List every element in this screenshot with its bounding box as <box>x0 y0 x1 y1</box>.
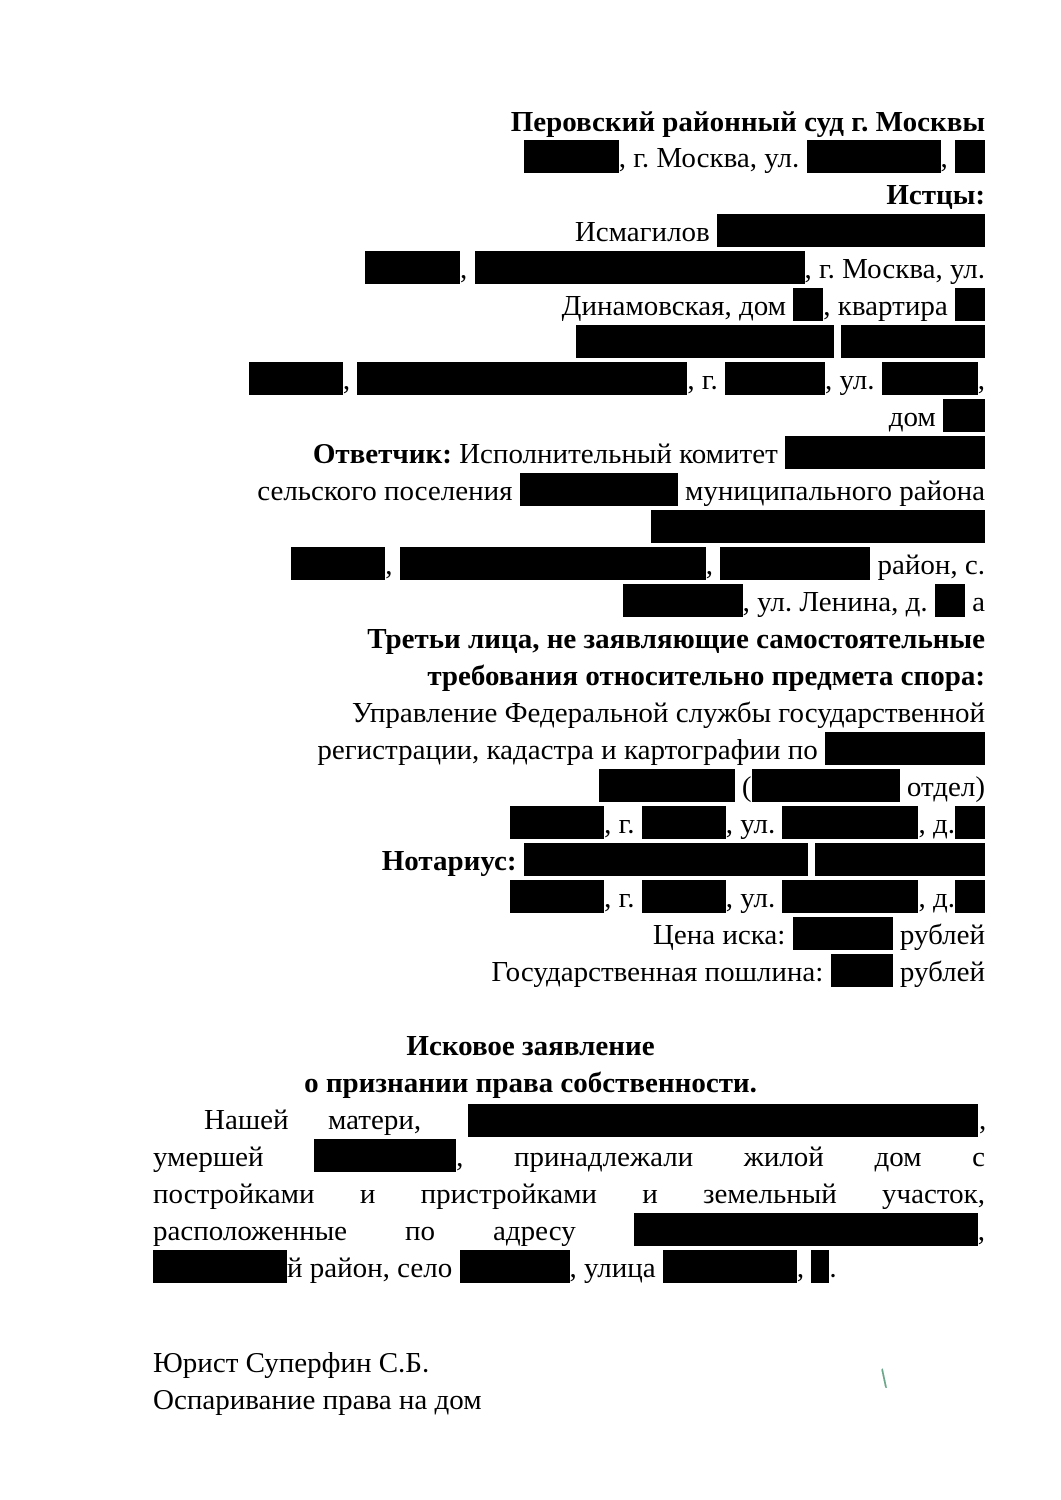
document-title <box>0 1028 1061 1065</box>
redaction <box>782 806 918 839</box>
claim-price-unit: рублей <box>899 919 985 951</box>
footer-topic-text: Оспаривание права на дом <box>153 1384 482 1416</box>
defendant-line2 <box>0 473 1061 510</box>
body-word: пристройками <box>420 1178 597 1210</box>
third-party1-address <box>0 806 1061 843</box>
duty-label: Государственная пошлина: <box>491 956 824 988</box>
tp-city: , г. <box>604 808 635 840</box>
court-address <box>0 140 1061 177</box>
title-line2: о признании права собственности. <box>304 1067 757 1099</box>
body-district: й район, село <box>287 1252 453 1284</box>
plaintiff2-name <box>0 325 1061 362</box>
p2-house: дом <box>888 401 936 433</box>
body-street: , улица <box>569 1252 656 1284</box>
body-punct: , <box>979 1104 987 1136</box>
redaction <box>357 362 687 395</box>
body-line-2 <box>153 1139 985 1176</box>
third-party1-line1: Управление Федеральной службы государственной <box>351 697 985 729</box>
body-word: земельный <box>702 1178 837 1210</box>
redaction <box>510 880 604 913</box>
redaction <box>807 140 941 173</box>
tp-dept: отдел) <box>906 771 985 803</box>
plaintiff2-house <box>0 399 1061 436</box>
redaction <box>782 880 918 913</box>
def-sep1: , <box>385 549 393 581</box>
defendant-line2b: муниципального района <box>685 475 985 507</box>
redaction <box>460 1250 570 1283</box>
plaintiff1-name <box>0 214 1061 251</box>
body-punct: . <box>829 1252 837 1284</box>
redaction <box>825 732 985 765</box>
redaction <box>725 362 825 395</box>
redaction <box>475 251 805 284</box>
redaction <box>520 473 678 506</box>
def-letter: а <box>972 586 985 618</box>
court-address-end: , <box>940 142 948 174</box>
redaction <box>510 806 604 839</box>
tp-paren: ( <box>741 771 752 803</box>
body-word: матери, <box>328 1104 422 1136</box>
n-city: , г. <box>604 882 635 914</box>
body-word: Нашей <box>204 1104 289 1136</box>
plaintiff1-address-2 <box>0 288 1061 325</box>
defendant-line2a: сельского поселения <box>257 475 513 507</box>
body-word: участок, <box>882 1178 985 1210</box>
notary <box>0 843 1061 880</box>
body-word: с <box>972 1141 985 1173</box>
redaction <box>935 584 965 617</box>
body-word: постройками <box>153 1178 315 1210</box>
redaction <box>882 362 978 395</box>
third-parties-line2: требования относительно предмета спора: <box>427 660 985 692</box>
p1-city: , г. Москва, ул. <box>804 253 985 285</box>
document-subtitle <box>0 1065 1061 1102</box>
p1-sep: , <box>460 253 468 285</box>
n-house: , д. <box>918 882 955 914</box>
redaction <box>955 880 985 913</box>
court-name <box>0 104 1061 141</box>
redaction <box>717 214 985 247</box>
body-word: жилой <box>743 1141 824 1173</box>
p1-apt: , квартира <box>823 290 948 322</box>
redaction <box>365 251 460 284</box>
body-redacted-date <box>314 1139 463 1176</box>
body-line-3 <box>153 1176 985 1213</box>
body-word: по <box>405 1215 436 1247</box>
third-party1 <box>0 695 1061 732</box>
title-line1: Исковое заявление <box>406 1030 655 1062</box>
redaction <box>811 1250 829 1283</box>
redaction <box>793 917 893 950</box>
third-parties-heading-2 <box>0 658 1061 695</box>
def-district: район, с. <box>877 549 985 581</box>
state-duty <box>0 954 1061 991</box>
body-line-1 <box>0 1102 1061 1139</box>
body-punct: , <box>456 1141 464 1173</box>
plaintiffs-label-text: Истцы: <box>886 179 985 211</box>
redaction <box>841 325 985 358</box>
redaction <box>752 769 900 802</box>
redaction <box>468 1104 978 1137</box>
plaintiff1-name-text: Исмагилов <box>574 216 710 248</box>
defendant <box>0 436 1061 473</box>
def-sep2: , <box>705 549 713 581</box>
notary-address <box>0 880 1061 917</box>
redaction <box>831 954 893 987</box>
body-word: расположенные <box>153 1215 348 1247</box>
tp-house: , д. <box>918 808 955 840</box>
redaction <box>642 806 726 839</box>
p2-street: , ул. <box>825 364 875 396</box>
redaction <box>793 288 823 321</box>
plaintiff1-address <box>0 251 1061 288</box>
defendant-label: Ответчик: <box>312 438 452 470</box>
redaction <box>955 288 985 321</box>
redaction <box>634 1213 978 1246</box>
third-party1-line2 <box>0 732 1061 769</box>
defendant-line3 <box>0 510 1061 547</box>
body-line-4 <box>153 1213 985 1250</box>
body-word: принадлежали <box>514 1141 694 1173</box>
plaintiffs-label <box>0 177 1061 214</box>
p2-sep: , <box>342 364 351 396</box>
n-street: , ул. <box>725 882 776 914</box>
redaction <box>400 547 706 580</box>
defendant-address <box>0 547 1061 584</box>
body-word: адресу <box>493 1215 576 1247</box>
redaction <box>249 362 343 395</box>
redaction <box>291 547 385 580</box>
third-party1-dept <box>0 769 1061 806</box>
claim-price-label: Цена иска: <box>652 919 786 951</box>
third-party1-line2-text: регистрации, кадастра и картографии по <box>317 734 818 766</box>
defendant-address-2 <box>0 584 1061 621</box>
defendant-text: Исполнительный комитет <box>459 438 778 470</box>
body-word: и <box>642 1178 658 1210</box>
p1-street: Динамовская, дом <box>561 290 787 322</box>
redaction <box>576 325 834 358</box>
footer-author <box>0 1345 1061 1382</box>
redaction <box>314 1139 456 1172</box>
tp-street: , ул. <box>725 808 776 840</box>
redaction <box>785 436 985 469</box>
claim-price <box>0 917 1061 954</box>
notary-label: Нотариус: <box>381 845 517 877</box>
body-line-5 <box>0 1250 1061 1287</box>
redaction <box>623 584 743 617</box>
body-word: дом <box>874 1141 922 1173</box>
redaction <box>943 399 985 432</box>
duty-unit: рублей <box>899 956 985 988</box>
redaction <box>524 843 808 876</box>
court-name-text: Перовский районный суд г. Москвы <box>510 106 985 138</box>
redaction <box>663 1250 797 1283</box>
body-word: и <box>359 1178 376 1210</box>
redaction <box>599 769 735 802</box>
p2-end: , <box>977 364 985 396</box>
p2-city: , г. <box>687 364 718 396</box>
third-parties-heading <box>0 621 1061 658</box>
redaction <box>642 880 726 913</box>
body-punct: , <box>796 1252 805 1284</box>
body-redacted-address <box>634 1213 985 1250</box>
redaction <box>153 1250 287 1283</box>
plaintiff2-address <box>0 362 1061 399</box>
body-punct: , <box>977 1215 985 1247</box>
redaction <box>955 140 985 173</box>
footer-author-text: Юрист Суперфин С.Б. <box>153 1347 430 1379</box>
def-street: , ул. Ленина, д. <box>742 586 928 618</box>
body-word: умершей <box>153 1141 264 1173</box>
redaction <box>955 806 985 839</box>
footer-topic <box>0 1382 1061 1419</box>
redaction <box>651 510 985 543</box>
court-address-text: , г. Москва, ул. <box>618 142 800 174</box>
redaction <box>815 843 985 876</box>
third-parties-line1: Третьи лица, не заявляющие самостоятельные <box>367 623 985 655</box>
redaction <box>720 547 870 580</box>
redaction <box>524 140 619 173</box>
